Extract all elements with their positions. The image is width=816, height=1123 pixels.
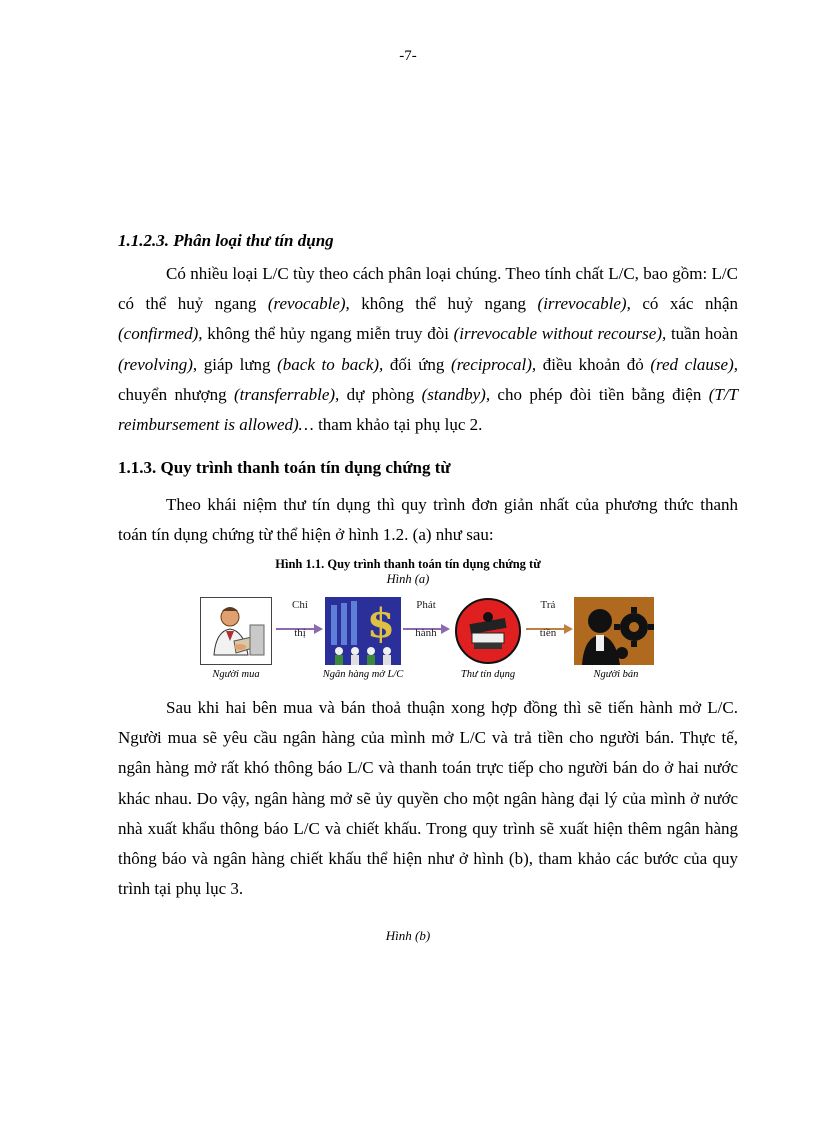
italic-term: (standby),	[421, 384, 491, 404]
text-segment: cho phép đòi tiền bằng điện	[490, 384, 709, 404]
text-segment: có xác nhận	[630, 294, 738, 314]
paragraph-process-detail	[118, 693, 738, 904]
seller-icon	[574, 597, 654, 665]
italic-term: (revocable),	[267, 294, 350, 314]
text-segment: dự phòng	[339, 384, 422, 404]
arrow-label-issue: Phát	[416, 599, 436, 611]
letter-of-credit-icon	[452, 597, 524, 665]
node-label-seller: Người bán	[593, 669, 639, 680]
text-segment: chuyển nhượng	[118, 384, 235, 404]
section-heading-1-1-3: 1.1.3. Quy trình thanh toán tín dụng chứng từ	[118, 458, 451, 477]
italic-term: (back to back),	[277, 354, 384, 374]
text-segment: , giáp lưng	[192, 354, 278, 374]
figure-b-label: Hình (b)	[385, 928, 431, 943]
text-segment: tuần hoàn	[666, 324, 738, 344]
text-segment: tham khảo tại phụ lục 2.	[313, 415, 483, 435]
italic-term: (transferrable),	[234, 384, 340, 404]
text-segment: không thể huỷ ngang	[349, 294, 538, 314]
bank-icon	[325, 597, 397, 665]
figure-title: Hình 1.1. Quy trình thanh toán tín dụng chứng từ	[275, 557, 541, 571]
italic-term: (confirmed),	[118, 324, 203, 344]
arrow-label-pay-2: tiền	[539, 627, 557, 639]
italic-term: (red clause),	[650, 354, 738, 374]
node-label-letter-of-credit: Thư tín dụng	[460, 669, 516, 680]
page-number: -7-	[399, 48, 417, 64]
node-label-bank: Ngân hàng mở L/C	[322, 669, 404, 680]
arrow-label-instruct-2: thị	[294, 627, 306, 639]
figure-flow-diagram	[200, 597, 660, 689]
node-label-buyer: Người mua	[212, 669, 260, 680]
text-segment: đối ứng	[383, 354, 452, 374]
paragraph-process-detail-text: Sau khi hai bên mua và bán thoả thuận xong hợp đồng thì sẽ tiến hành mở L/C. Người mua sẽ yêu cầu ngân hàng của mình mở L/C và trả tiền cho người bán. Thực tế, ngân hàng mở rất khó thông báo L/C và thanh toán trực tiếp cho người bán do ở hai nước khác nhau. Do vậy, ngân hàng mở sẽ ủy quyền cho một ngân hàng đại lý của mình ở nước nhà xuất khẩu thông báo L/C và chiết khấu. Trong quy trình sẽ xuất hiện thêm ngân hàng thông báo và ngân hàng chiết khấu thể hiện như ở hình (b), tham khảo các bước của quy trình tại phụ lục 3.	[118, 698, 738, 899]
paragraph-lc-types	[118, 259, 738, 440]
figure-subtitle: Hình (a)	[386, 572, 430, 586]
italic-term: (irrevocable without recourse),	[453, 324, 667, 344]
svg-text:$: $	[367, 600, 395, 647]
italic-term: (irrevocable),	[537, 294, 631, 314]
paragraph-process-intro	[118, 490, 738, 550]
arrow-label-pay: Trả	[540, 599, 556, 611]
buyer-icon	[200, 597, 272, 665]
paragraph-process-intro-text: Theo khái niệm thư tín dụng thì quy trình đơn giản nhất của phương thức thanh toán tín dụng chứng từ thể hiện ở hình 1.2. (a) như sau:	[118, 495, 738, 545]
text-segment: Có nhiều loại L/C tùy theo cách phân loại chúng. Theo tính chất L/C, bao gồm: L/C có thể huỷ ngang	[118, 264, 738, 314]
italic-term: (T/T reimbursement is allowed)…	[118, 384, 739, 435]
italic-term: (revolving)	[118, 354, 193, 374]
arrow-label-issue-2: hành	[415, 627, 437, 639]
text-segment: không thể hủy ngang miễn truy đòi	[202, 324, 454, 344]
text-segment: điều khoản đỏ	[536, 354, 651, 374]
italic-term: (reciprocal),	[451, 354, 537, 374]
paragraph-lc-types-text	[118, 264, 738, 434]
section-heading-1-1-2-3: 1.1.2.3. Phân loại thư tín dụng	[118, 231, 334, 250]
arrow-label-instruct: Chỉ	[292, 599, 308, 611]
